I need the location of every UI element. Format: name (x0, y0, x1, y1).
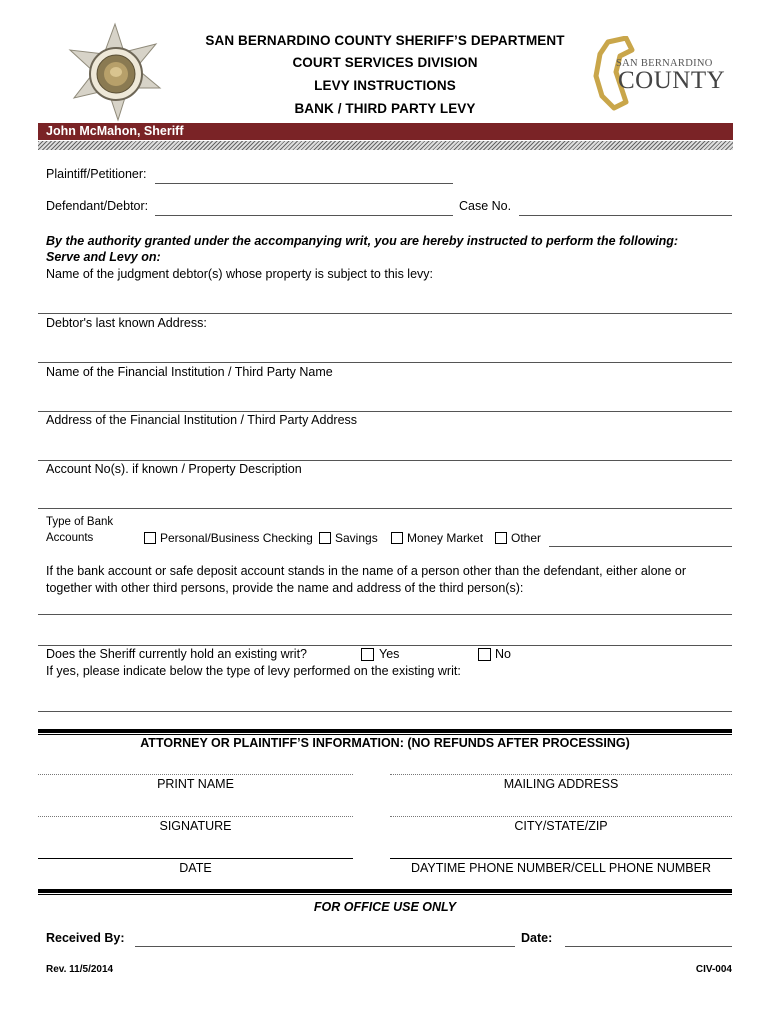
existing-writ-field[interactable] (38, 711, 732, 712)
other-label: Other (511, 531, 542, 545)
checkbox-writ-yes[interactable] (361, 648, 374, 661)
existing-writ-followup: If yes, please indicate below the type of levy performed on the existing writ: (46, 664, 461, 678)
third-party-text-2: together with other third persons, provide the name and address of the third person(s): (46, 581, 524, 595)
plaintiff-label: Plaintiff/Petitioner: (46, 167, 147, 181)
account-type-label-2: Accounts (46, 532, 94, 544)
received-by-field[interactable] (135, 946, 515, 947)
case-no-field[interactable] (519, 215, 732, 216)
defendant-label: Defendant/Debtor: (46, 199, 149, 213)
debtor-address-field[interactable] (38, 362, 732, 363)
city-state-zip-field[interactable] (390, 816, 732, 817)
date-field[interactable] (38, 858, 353, 859)
writ-no-label: No (495, 647, 511, 661)
debtor-names-label: Name of the judgment debtor(s) whose property is subject to this levy: (46, 267, 433, 281)
checkbox-savings[interactable] (319, 532, 331, 544)
county-logo (586, 36, 736, 112)
account-no-field[interactable] (38, 508, 732, 509)
phone-field[interactable] (390, 858, 732, 859)
header-line-1: SAN BERNARDINO COUNTY SHERIFF’S DEPARTMENT (205, 33, 565, 48)
account-type-label-1: Type of Bank (46, 516, 114, 528)
institution-address-field[interactable] (38, 460, 732, 461)
sheriff-badge-logo (60, 22, 170, 122)
checkbox-writ-no[interactable] (478, 648, 491, 661)
serve-levy-text: Serve and Levy on: (46, 250, 161, 264)
case-no-label: Case No. (459, 199, 512, 213)
checkbox-checking[interactable] (144, 532, 156, 544)
third-party-field[interactable] (38, 614, 732, 615)
city-state-zip-label: CITY/STATE/ZIP (514, 819, 608, 833)
phone-label: DAYTIME PHONE NUMBER/CELL PHONE NUMBER (410, 861, 712, 875)
savings-label: Savings (335, 531, 378, 545)
mailing-address-label: MAILING ADDRESS (503, 777, 619, 791)
county-logo-small-text: SAN BERNARDINO (616, 58, 713, 69)
debtor-names-field[interactable] (38, 313, 732, 314)
office-top-border-thin (38, 894, 732, 895)
office-top-border (38, 889, 732, 893)
received-by-label: Received By: (46, 931, 125, 945)
existing-writ-question: Does the Sheriff currently hold an existing writ? (46, 647, 308, 661)
attorney-heading: ATTORNEY OR PLAINTIFF’S INFORMATION: (NO REFUNDS AFTER PROCESSING) (140, 736, 630, 750)
mailing-address-field[interactable] (390, 774, 732, 775)
checking-label: Personal/Business Checking (160, 531, 313, 545)
signature-label: SIGNATURE (159, 819, 232, 833)
print-name-field[interactable] (38, 774, 353, 775)
plaintiff-field[interactable] (155, 183, 453, 184)
attorney-top-border (38, 729, 732, 733)
defendant-field[interactable] (155, 215, 453, 216)
print-name-label: PRINT NAME (157, 777, 234, 791)
form-number: CIV-004 (695, 964, 732, 975)
office-date-label: Date: (521, 931, 553, 945)
writ-yes-label: Yes (379, 647, 400, 661)
institution-address-label: Address of the Financial Institution / Third Party Address (46, 413, 358, 427)
office-date-field[interactable] (565, 946, 732, 947)
checkbox-money-market[interactable] (391, 532, 403, 544)
header-line-2: COURT SERVICES DIVISION (292, 55, 478, 70)
institution-name-field[interactable] (38, 411, 732, 412)
institution-name-label: Name of the Financial Institution / Third Party Name (46, 365, 333, 379)
date-label: DATE (179, 861, 212, 875)
account-no-label: Account No(s). if known / Property Description (46, 462, 302, 476)
checkbox-other[interactable] (495, 532, 507, 544)
authority-text: By the authority granted under the accompanying writ, you are hereby instructed to perform the following: (46, 234, 679, 248)
hatch-bar (38, 141, 733, 150)
third-party-text-1: If the bank account or safe deposit account stands in the name of a person other than the defendant, either alone or (46, 564, 687, 578)
debtor-address-label: Debtor's last known Address: (46, 316, 207, 330)
revision-date: Rev. 11/5/2014 (46, 964, 114, 975)
sheriff-name: John McMahon, Sheriff (46, 124, 184, 138)
money-market-label: Money Market (407, 531, 484, 545)
attorney-top-border-thin (38, 734, 732, 735)
third-party-field-2[interactable] (38, 645, 732, 646)
signature-field[interactable] (38, 816, 353, 817)
county-logo-large-text: COUNTY (618, 67, 726, 94)
header-line-3: LEVY INSTRUCTIONS (314, 78, 456, 93)
header-line-4: BANK / THIRD PARTY LEVY (294, 101, 476, 116)
office-use-heading: FOR OFFICE USE ONLY (313, 900, 457, 914)
other-field[interactable] (549, 546, 732, 547)
